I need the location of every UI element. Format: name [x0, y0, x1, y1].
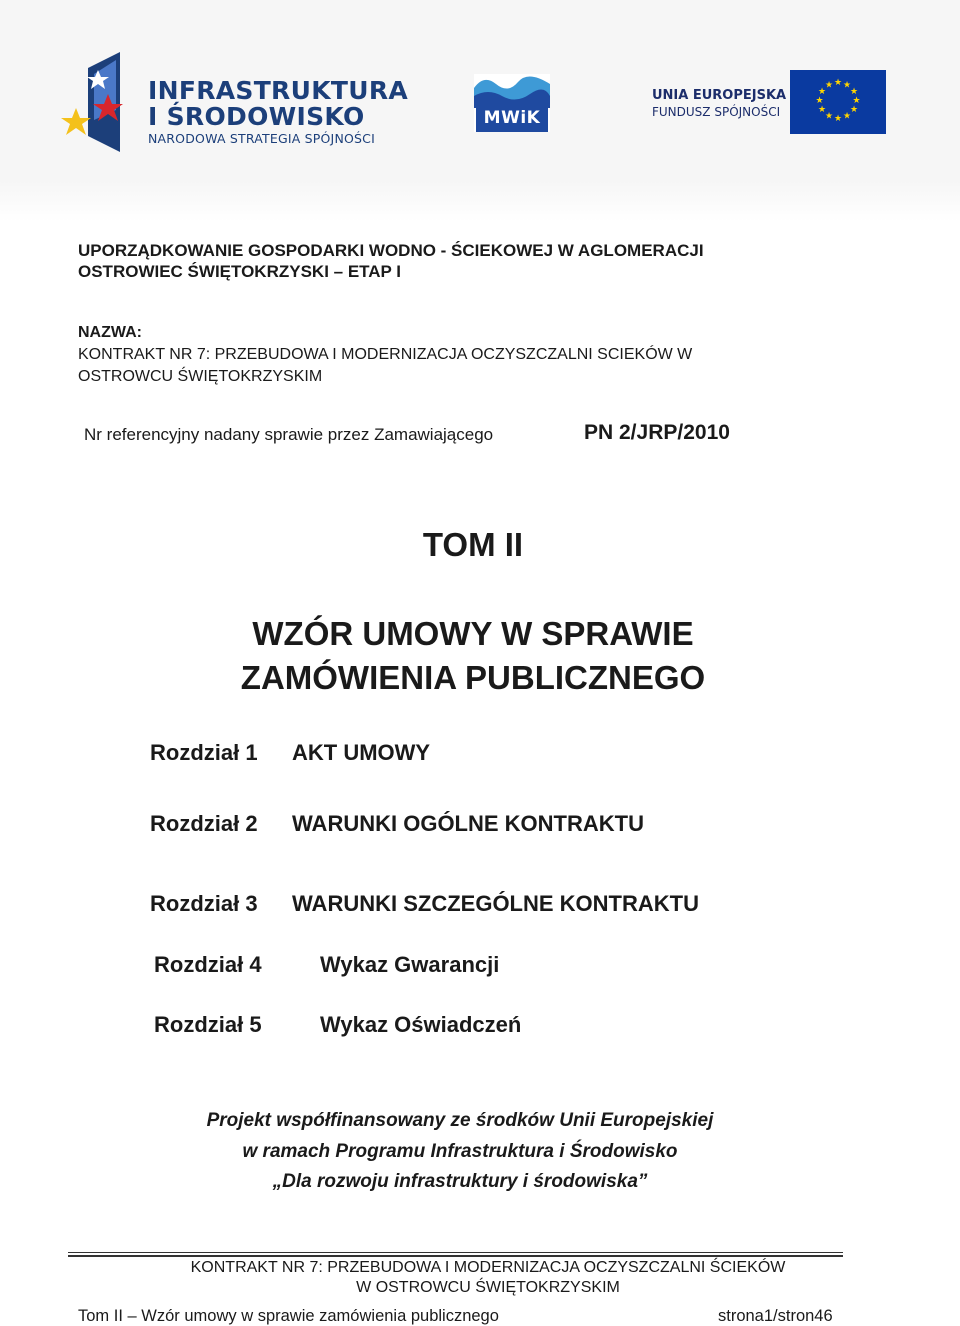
svg-text:★: ★ [817, 105, 827, 115]
chapter-title: WARUNKI OGÓLNE KONTRAKTU [292, 811, 644, 836]
chapter-title: Wykaz Oświadczeń [320, 1012, 522, 1037]
svg-text:★: ★ [817, 87, 827, 97]
project-title-line2: OSTROWIEC ŚWIĘTOKRZYSKI – ETAP I [78, 262, 402, 281]
svg-text:★: ★ [815, 96, 824, 106]
volume-title: TOM II [422, 526, 524, 563]
chapter-title: AKT UMOWY [292, 740, 431, 765]
svg-text:★: ★ [833, 78, 843, 88]
chapter-number: Rozdział 4 [154, 952, 262, 977]
infrastructure-logo-text [148, 78, 408, 148]
star-yellow-icon [61, 108, 91, 135]
eu-fund-label: FUNDUSZ SPÓJNOŚCI [652, 105, 781, 119]
svg-text:★: ★ [833, 114, 843, 124]
chapter-number: Rozdział 2 [150, 811, 258, 836]
footer-divider [68, 1252, 843, 1253]
cofinancing-note [0, 1106, 920, 1198]
svg-text:★: ★ [842, 80, 852, 91]
name-block [78, 322, 858, 388]
footer-page-number: strona1/stron46 [718, 1307, 833, 1325]
project-title [78, 240, 858, 282]
logo-title-line1: INFRASTRUKTURA [148, 76, 409, 105]
chapter-number: Rozdział 5 [154, 1012, 262, 1037]
cofinancing-line1: Projekt współfinansowany ze środków Unii Europejskiej [206, 1110, 714, 1131]
footer-contract-line2: W OSTROWCU ŚWIĘTOKRZYSKIM [356, 1279, 620, 1296]
reference-label: Nr referencyjny nadany sprawie przez Zamawiającego [84, 425, 494, 444]
name-label: NAZWA: [78, 324, 142, 341]
name-line2: OSTROWCU ŚWIĘTOKRZYSKIM [78, 368, 323, 385]
mwik-label: MWiK [483, 108, 541, 128]
footer-divider-thick [68, 1255, 843, 1257]
svg-text:★: ★ [824, 111, 834, 122]
chapter-number: Rozdział 1 [150, 740, 258, 765]
document-title [0, 612, 946, 700]
svg-text:★: ★ [824, 80, 834, 91]
document-title-line2: ZAMÓWIENIA PUBLICZNEGO [240, 659, 706, 696]
chapter-title: Wykaz Gwarancji [320, 952, 500, 977]
svg-text:★: ★ [852, 96, 861, 106]
svg-text:★: ★ [849, 87, 859, 97]
footer-contract [68, 1258, 908, 1298]
name-line1: KONTRAKT NR 7: PRZEBUDOWA I MODERNIZACJA OCZYSZCZALNI SCIEKÓW W [78, 346, 693, 363]
eu-flag-icon [790, 70, 886, 134]
svg-text:★: ★ [849, 105, 859, 115]
chapter-number: Rozdział 3 [150, 891, 258, 916]
footer-document-name: Tom II – Wzór umowy w sprawie zamówienia publicznego [78, 1307, 499, 1325]
cofinancing-line2: w ramach Programu Infrastruktura i Środowisko [242, 1140, 678, 1162]
logo-title-line2: I ŚRODOWISKO [148, 102, 365, 131]
document-title-line1: WZÓR UMOWY W SPRAWIE [252, 615, 694, 652]
project-title-line1: UPORZĄDKOWANIE GOSPODARKI WODNO - ŚCIEKOWEJ W AGLOMERACJI [78, 241, 704, 260]
chapter-title: WARUNKI SZCZEGÓLNE KONTRAKTU [292, 891, 699, 916]
logo-subtitle: NARODOWA STRATEGIA SPÓJNOŚCI [148, 131, 375, 146]
cofinancing-line3: „Dla rozwoju infrastruktury i środowiska” [272, 1171, 648, 1192]
svg-text:★: ★ [842, 111, 852, 122]
eu-logo-text [652, 88, 786, 120]
reference-value: PN 2/JRP/2010 [584, 421, 730, 444]
eu-label: UNIA EUROPEJSKA [652, 88, 787, 103]
footer-contract-line1: KONTRAKT NR 7: PRZEBUDOWA I MODERNIZACJA OCZYSZCZALNI ŚCIEKÓW [190, 1259, 786, 1276]
